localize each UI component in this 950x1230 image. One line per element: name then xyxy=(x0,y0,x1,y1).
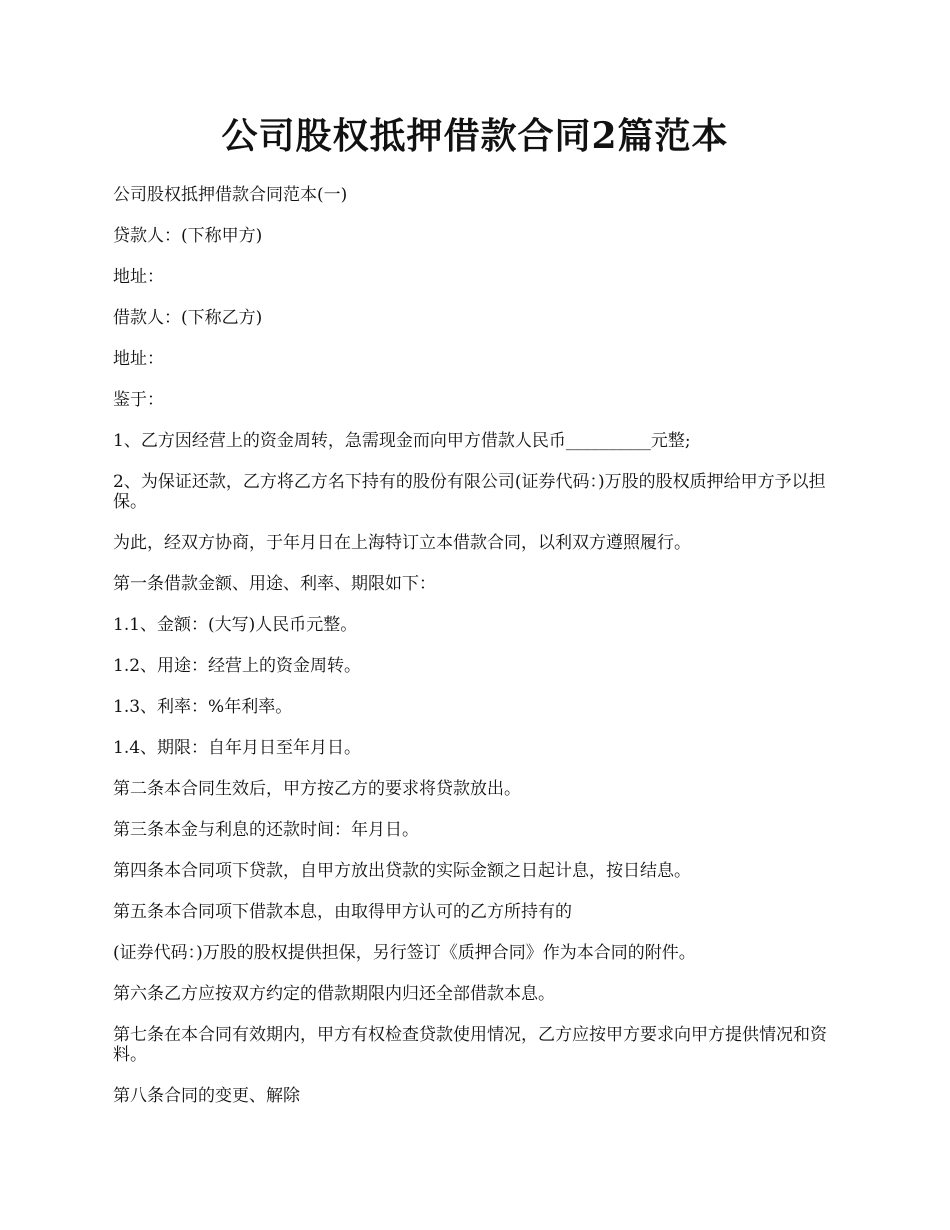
whereas-line: 鉴于： xyxy=(113,390,164,410)
document-title: 公司股权抵押借款合同2篇范本 xyxy=(221,115,729,157)
article-4: 第四条本合同项下贷款，自甲方放出贷款的实际金额之日起计息，按日结息。 xyxy=(113,861,691,881)
article-2: 第二条本合同生效后，甲方按乙方的要求将贷款放出。 xyxy=(113,779,521,799)
article-8-heading: 第八条合同的变更、解除 xyxy=(113,1086,300,1106)
article-3: 第三条本金与利息的还款时间：年月日。 xyxy=(113,820,419,840)
agreement-statement: 为此，经双方协商，于年月日在上海特订立本借款合同，以利双方遵照履行。 xyxy=(113,533,691,553)
borrower-line: 借款人：(下称乙方) xyxy=(113,308,263,328)
clause-1-4: 1.4、期限：自年月日至年月日。 xyxy=(113,738,362,758)
document-body xyxy=(113,178,843,1127)
clause-1-1: 1.1、金额：(大写)人民币元整。 xyxy=(113,615,358,635)
article-5-continued: (证券代码：)万股的股权提供担保，另行签订《质押合同》作为本合同的附件。 xyxy=(113,943,696,963)
clause-1-3: 1.3、利率：%年利率。 xyxy=(113,697,293,717)
lender-address-line: 地址： xyxy=(113,267,164,287)
borrower-address-line: 地址： xyxy=(113,349,164,369)
section-heading: 公司股权抵押借款合同范本(一) xyxy=(113,185,348,205)
article-5: 第五条本合同项下借款本息，由取得甲方认可的乙方所持有的 xyxy=(113,902,572,922)
recital-1: 1、乙方因经营上的资金周转，急需现金而向甲方借款人民币__________元整; xyxy=(113,431,691,451)
article-6: 第六条乙方应按双方约定的借款期限内归还全部借款本息。 xyxy=(113,984,555,1004)
article-1-heading: 第一条借款金额、用途、利率、期限如下： xyxy=(113,574,436,594)
clause-1-2: 1.2、用途：经营上的资金周转。 xyxy=(113,656,362,676)
article-7: 第七条在本合同有效期内，甲方有权检查贷款使用情况，乙方应按甲方要求向甲方提供情况和资料。 xyxy=(113,1025,827,1065)
recital-2: 2、为保证还款，乙方将乙方名下持有的股份有限公司(证券代码：)万股的股权质押给甲方予以担保。 xyxy=(113,472,826,512)
lender-line: 贷款人：(下称甲方) xyxy=(113,226,263,246)
